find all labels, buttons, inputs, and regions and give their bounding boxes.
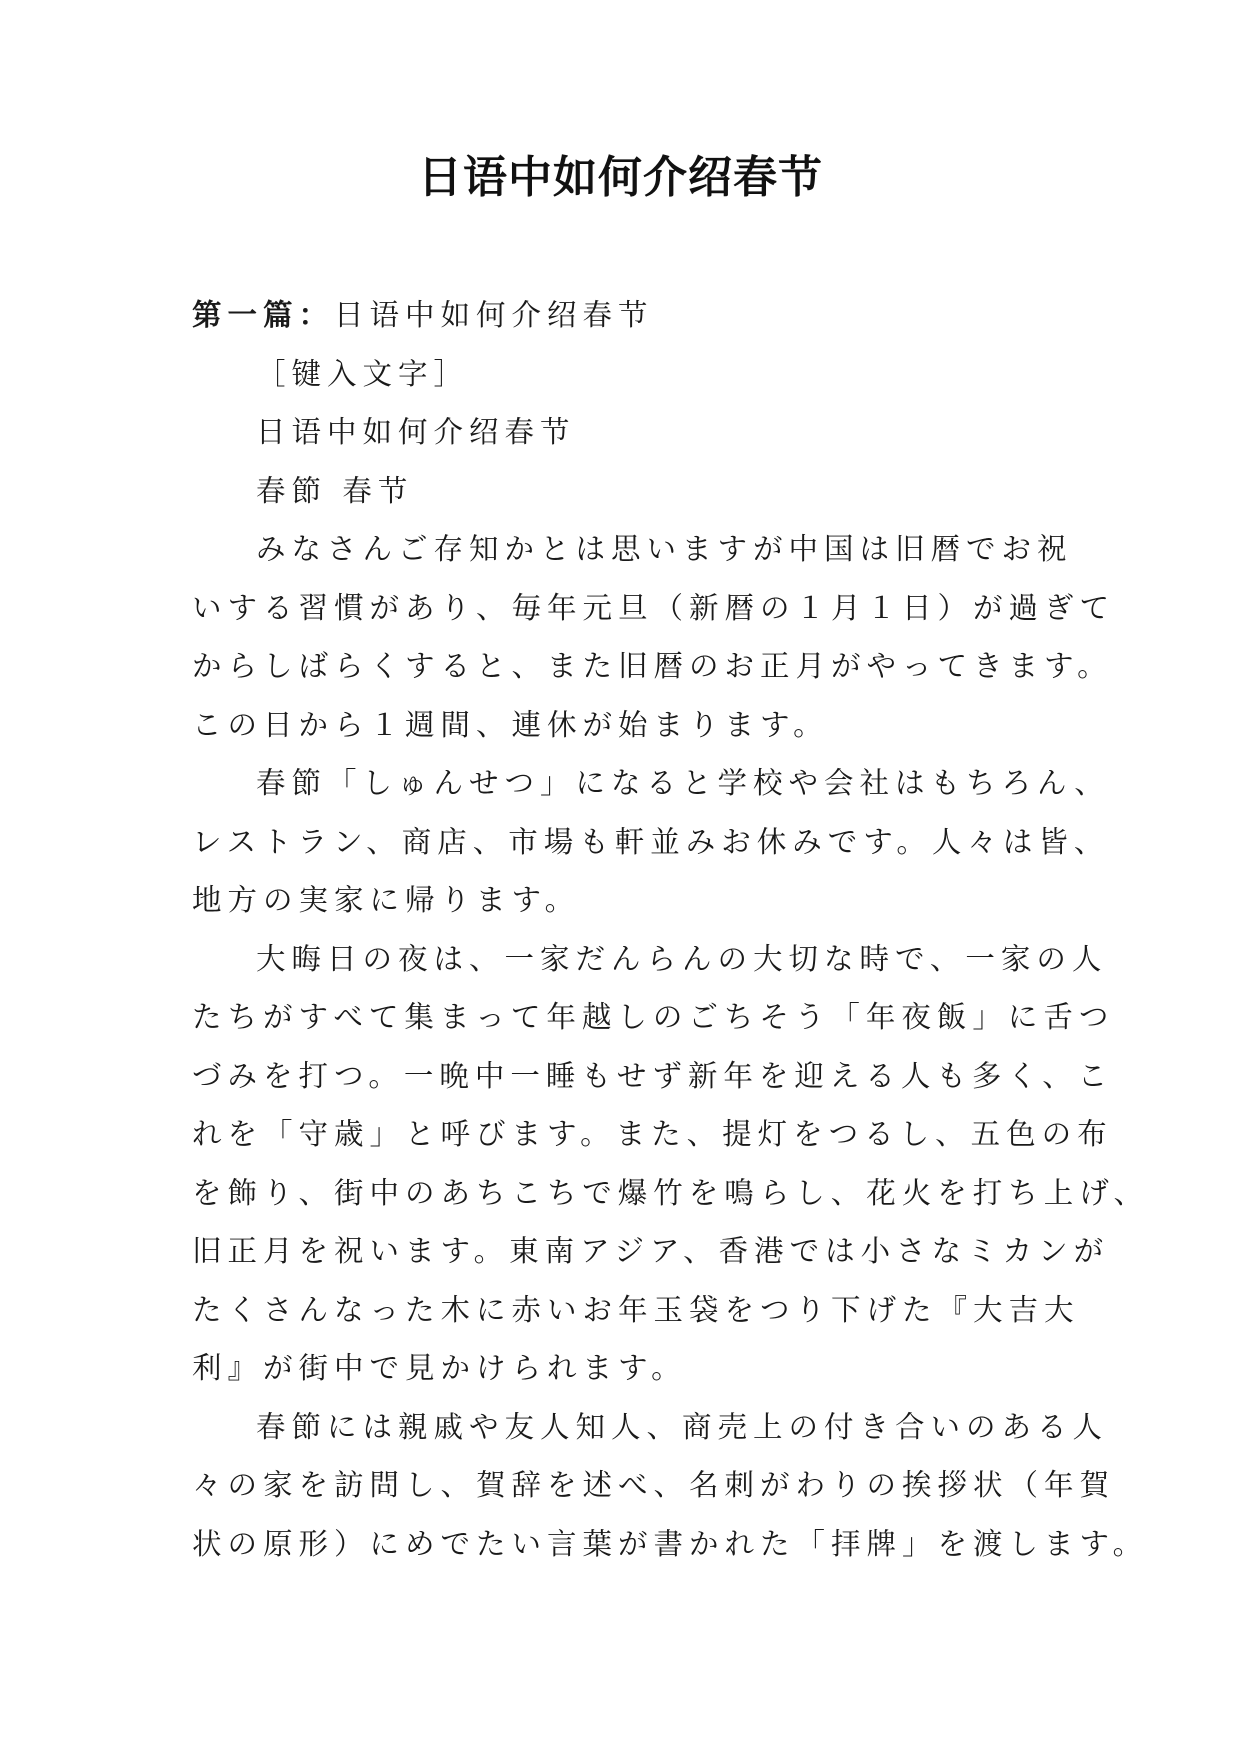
paragraph-line: この日から１週間、連休が始まります。 bbox=[192, 707, 829, 742]
section-heading-prefix: 第一篇： bbox=[192, 297, 335, 332]
placeholder-text-line: ［键入文字］ bbox=[256, 356, 470, 391]
paragraph-line: レストラン、商店、市場も軒並みお休みです。人々は皆、 bbox=[192, 824, 1110, 859]
paragraph-line: 旧正月を祝います。東南アジア、香港では小さなミカンが bbox=[192, 1234, 1110, 1268]
paragraph-line: みなさんご存知かとは思いますが中国は旧暦でお祝 bbox=[256, 532, 1073, 566]
section-heading bbox=[192, 286, 1072, 345]
paragraph-line: 利』が街中で見かけられます。 bbox=[192, 1351, 687, 1385]
subtitle-line: 日语中如何介绍春节 bbox=[256, 415, 576, 449]
document-body bbox=[192, 286, 1150, 1573]
paragraph-line: 春節「しゅんせつ」になると学校や会社はもちろん、 bbox=[256, 766, 1110, 800]
paragraph-line: たちがすべて集まって年越しのごちそう「年夜飯」に舌つ bbox=[192, 1000, 1115, 1034]
paragraph-line: 状の原形）にめでたい言葉が書かれた「拝牌」を渡します。 bbox=[192, 1526, 1149, 1561]
paragraph-line: れを「守歳」と呼びます。また、提灯をつるし、五色の布 bbox=[192, 1117, 1113, 1151]
paragraph-line: 大晦日の夜は、一家だんらんの大切な時で、一家の人 bbox=[256, 941, 1108, 976]
section-heading-text: 日语中如何介绍春节 bbox=[334, 298, 654, 332]
paragraph-line: いする習慣があり、毎年元旦（新暦の１月１日）が過ぎて bbox=[192, 590, 1116, 625]
paragraph-line: たくさんなった木に赤いお年玉袋をつり下げた『大吉大 bbox=[192, 1292, 1080, 1327]
document-title: 日语中如何介绍春节 bbox=[418, 152, 823, 203]
paragraph-line: からしばらくすると、また旧暦のお正月がやってきます。 bbox=[192, 649, 1113, 683]
paragraph-line: づみを打つ。一晩中一睡もせず新年を迎える人も多く、こ bbox=[192, 1058, 1114, 1093]
paragraph-line: 春節には親戚や友人知人、商売上の付き合いのある人 bbox=[256, 1409, 1109, 1444]
paragraph-line: 々の家を訪問し、賀辞を述べ、名刺がわりの挨拶状（年賀 bbox=[192, 1468, 1116, 1502]
paragraph-line: を飾り、街中のあちこちで爆竹を鳴らし、花火を打ち上げ、 bbox=[192, 1175, 1150, 1210]
subtitle-line: 春節 春节 bbox=[256, 473, 414, 508]
paragraph-line: 地方の実家に帰ります。 bbox=[192, 883, 581, 917]
